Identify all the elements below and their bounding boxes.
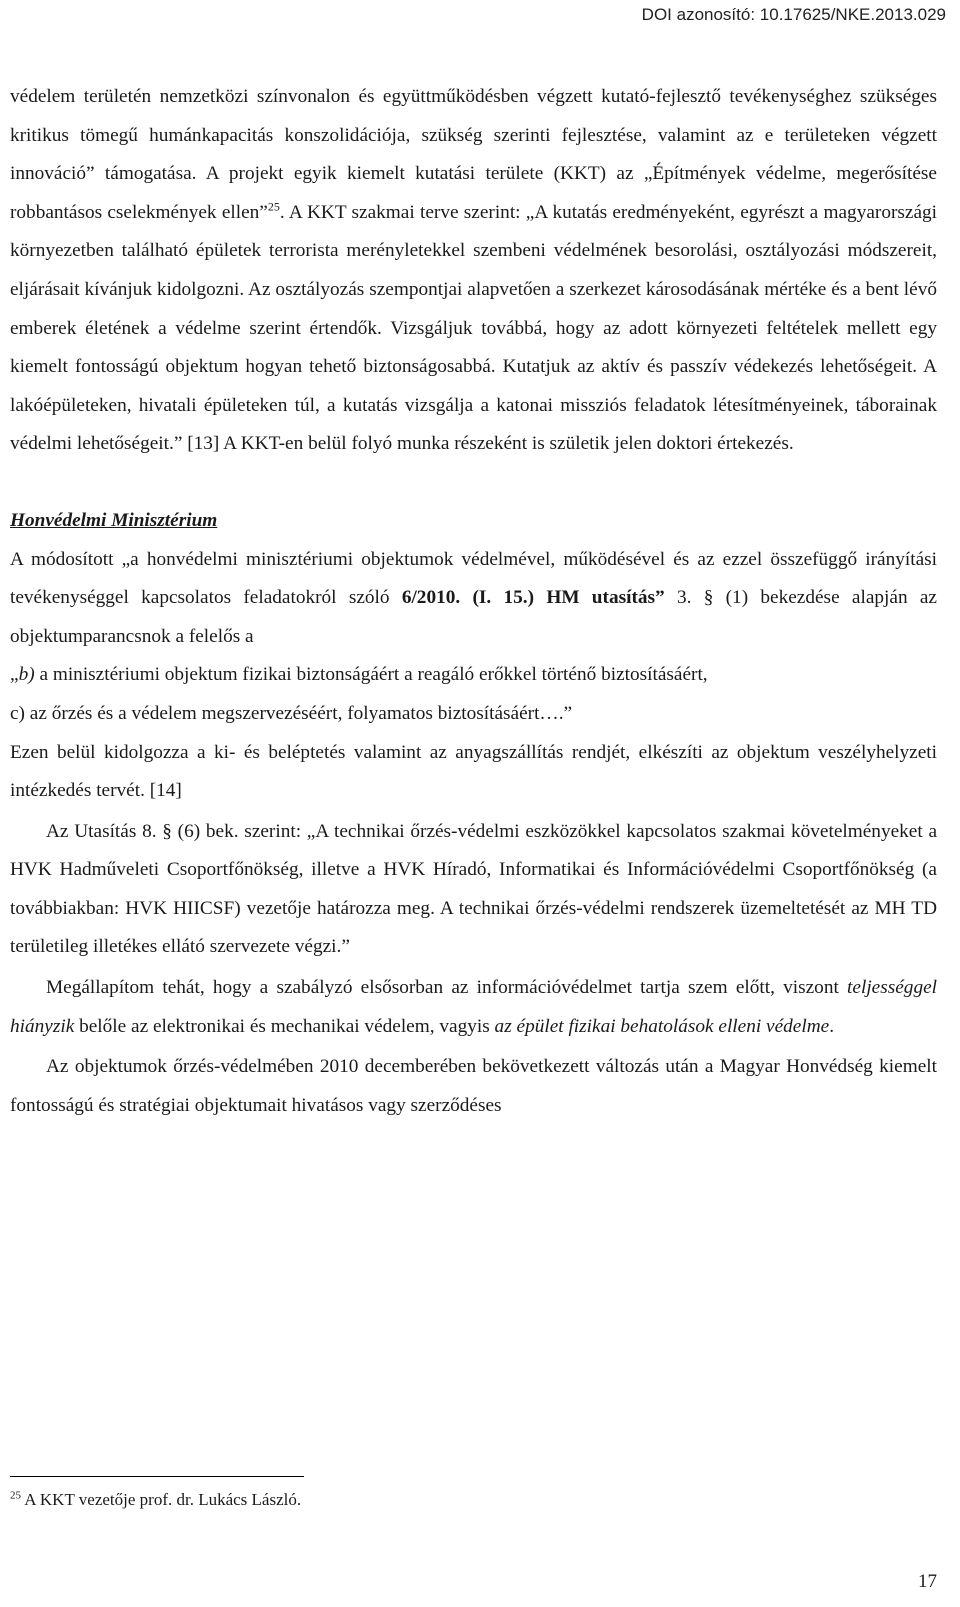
footnote-number: 25 xyxy=(10,1489,21,1502)
footnote: $^{25}$ A KKT vezetője prof. dr. Lukács László. xyxy=(10,1489,302,1509)
paragraph-kkt: védelem területén nemzetközi színvonalon és együttműködésben végzett kutató-fejlesztő tevékenységhez szükséges kritikus tömegű humánkapacitás konszolidációja, szükség szerinti fejlesztése, valamint az e területeken végzett innováció” támogatása. A projekt egyik kiemelt kutatási területe (KKT) az „Építmények védelme, megerősítése robbantásos cselekmények ellen”$^{25}$. A KKT szakmai terve szerint: „A kutatás eredményeként, egyrészt a magyarországi környezetben található épületek terrorista merényletekkel szembeni védelmének besorolási, osztályozási módszereit, eljárásait kívánjuk kidolgozni. Az osztályozás szempontjai alapvetően a szerkezet károsodásának mértéke és a bent lévő emberek életének a védelme szerint értendők. Vizsgáljuk továbbá, hogy az adott környezeti feltételek mellett egy kiemelt fontosságú objektum hogyan tehető biztonságosabbá. Kutatjuk az aktív és passzív védekezés lehetőségeit. A lakóépületeken, hivatali épületeken túl, a kutatás vizsgálja a katonai missziós feladatok létesítményeinek, táborainak védelmi lehetőségeit.” [13] A KKT-en belül folyó munka részeként is születik jelen doktori értekezés. xyxy=(10,86,937,455)
page-number: 17 xyxy=(918,1571,937,1592)
paragraph-megallapitom: Megállapítom tehát, hogy a szabályzó elsősorban az információvédelmet tartja szem előtt, viszont teljességgel hiányzik belőle az elektronikai és mechanikai védelem, vagyis az épület fizikai behatolások elleni védelme. xyxy=(10,977,937,1037)
paragraph-utasitas-8: Az Utasítás 8. § (6) bek. szerint: „A technikai őrzés-védelmi eszközökkel kapcsolatos szakmai követelményeket a HVK Hadműveleti Csoportfőnökség, illetve a HVK Híradó, Informatikai és Információvédelmi Csoportfőnökség (a továbbiakban: HVK HIICSF) vezetője határozza meg. A technikai őrzés-védelmi rendszerek üzemeltetését az MH TD területileg illetékes ellátó szervezete végzi.” xyxy=(10,820,937,958)
footnote-ref[interactable]: 25 xyxy=(267,199,280,214)
paragraph-hm-utasitas: A módosított „a honvédelmi minisztériumi objektumok védelmével, működésével és az ezzel összefüggő irányítási tevékenységgel kapcsolatos feladatokról szóló 6/2010. (I. 15.) HM utasítás” 3. § (1) bekezdése alapján az objektumparancsnok a felelős a xyxy=(10,548,937,647)
regulation-reference: 6/2010. (I. 15.) HM utasítás” xyxy=(401,587,665,609)
paragraph-beleptetes: Ezen belül kidolgozza a ki- és beléptetés valamint az anyagszállítás rendjét, elkészíti az objektum veszélyhelyzeti intézkedés tervét. [14] xyxy=(10,741,937,802)
quote-item-b: „b) a minisztériumi objektum fizikai biztonságáért a reagáló erőkkel történő biztosításáért, xyxy=(10,664,708,686)
paragraph-objektumok: Az objektumok őrzés-védelmében 2010 decemberében bekövetkezett változás után a Magyar Honvédség kiemelt fontosságú és stratégiai objektumait hivatásos vagy szerződéses xyxy=(10,1056,937,1116)
doi-header: DOI azonosító: 10.17625/NKE.2013.029 xyxy=(641,5,946,24)
footnote-separator xyxy=(10,1476,304,1477)
page-body xyxy=(10,78,937,1125)
section-heading: Honvédelmi Minisztérium xyxy=(10,509,218,531)
quote-item-c: c) az őrzés és a védelem megszervezéséért, folyamatos biztosításáért….” xyxy=(10,702,573,724)
